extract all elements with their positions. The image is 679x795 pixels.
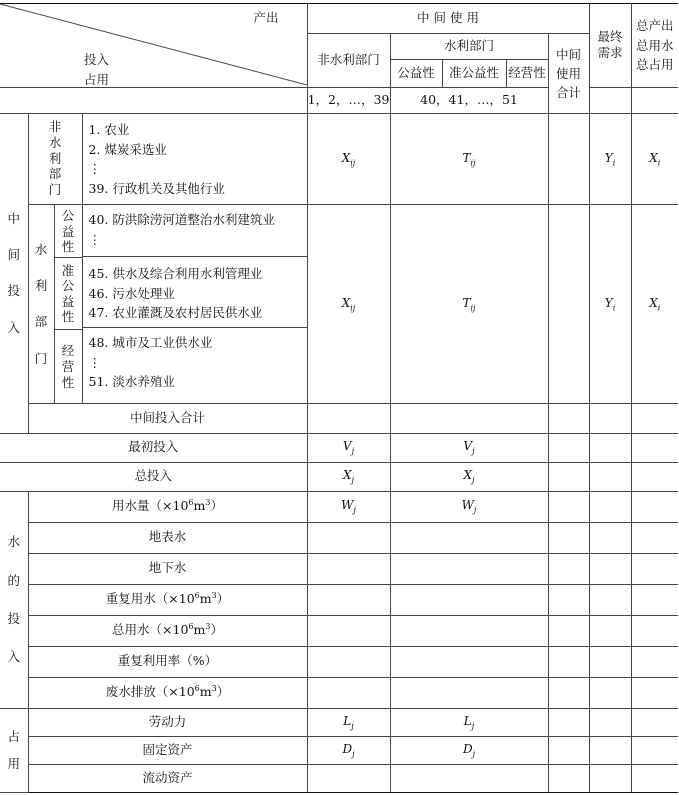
cell-empty	[631, 553, 678, 584]
cell-empty	[548, 615, 589, 646]
list-item: 2. 煤炭采选业	[88, 141, 167, 157]
cell-empty	[307, 522, 390, 553]
cell-empty	[631, 433, 678, 462]
header-corner-cell	[0, 4, 307, 88]
non-water-industry-list	[82, 114, 307, 205]
cell-empty	[307, 764, 390, 792]
water-industry-list	[82, 205, 307, 404]
cell-empty	[548, 553, 589, 584]
commercial-label: 经营性	[61, 343, 75, 390]
cell-wj-2: $W_j$	[390, 491, 548, 522]
cell-empty	[548, 677, 589, 708]
cell-empty	[631, 708, 678, 736]
list-item: 39. 行政机关及其他行业	[88, 180, 225, 196]
output-label: 产出	[253, 10, 279, 25]
water-sector-label: 水利部门	[28, 205, 54, 404]
cell-empty	[631, 646, 678, 677]
input-label: 投入	[84, 52, 110, 67]
list-item: 40. 防洪除涝河道整治水利建筑业	[88, 212, 275, 228]
cell-yi-2: $Y_i$	[589, 205, 631, 404]
list-item: 1. 农业	[88, 122, 130, 138]
current-assets-label: 流动资产	[28, 764, 307, 792]
cell-xi-1: $X_i$	[631, 114, 678, 205]
cell-empty	[390, 522, 548, 553]
cell-empty	[548, 404, 589, 433]
list-item: 48. 城市及工业供水业	[88, 335, 213, 351]
fixed-assets-label: 固定资产	[28, 736, 307, 764]
cell-wj-1: $W_j$	[307, 491, 390, 522]
quasi-public-header: 准公益性	[442, 60, 506, 88]
cell-empty	[589, 462, 631, 491]
cell-empty	[631, 677, 678, 708]
labor-label: 劳动力	[28, 708, 307, 736]
cell-empty	[631, 491, 678, 522]
cell-empty	[589, 615, 631, 646]
range-water: 40，41，…，51	[390, 88, 548, 114]
cell-empty	[548, 462, 589, 491]
cell-vj-2: $V_j$	[390, 433, 548, 462]
cell-lj-1: $L_j$	[307, 708, 390, 736]
final-demand-range-cell	[589, 88, 631, 114]
cell-tij-2: $T_{ij}$	[390, 205, 548, 404]
cell-xj-1: $X_j$	[307, 462, 390, 491]
list-item: ⋮	[88, 161, 101, 177]
public-industry-group	[83, 205, 307, 257]
cell-vj-1: $V_j$	[307, 433, 390, 462]
cell-empty	[548, 736, 589, 764]
cell-empty	[548, 646, 589, 677]
occupy-row-label: 占用	[0, 708, 28, 792]
final-demand-header: 最终需求	[589, 4, 631, 88]
cell-empty	[548, 522, 589, 553]
cell-empty	[631, 584, 678, 615]
list-item: ⋮	[88, 354, 101, 370]
cell-empty	[589, 404, 631, 433]
quasi-label: 准公益性	[55, 258, 82, 330]
cell-empty	[390, 764, 548, 792]
cell-empty	[631, 615, 678, 646]
cell-empty	[390, 677, 548, 708]
cell-empty	[631, 522, 678, 553]
cell-empty	[548, 433, 589, 462]
non-water-dept-header: 非水利部门	[307, 34, 390, 88]
list-item: 45. 供水及综合利用水利管理业	[88, 266, 263, 282]
cell-empty	[548, 708, 589, 736]
occupy-label: 占用	[84, 72, 110, 87]
cell-xj-2: $X_j$	[390, 462, 548, 491]
cell-empty	[589, 764, 631, 792]
groundwater-label: 地下水	[28, 553, 307, 584]
intermediate-use-header: 中 间 使 用	[307, 4, 589, 34]
cell-dj-2: $D_j$	[390, 736, 548, 764]
cell-empty	[589, 491, 631, 522]
non-water-sector-label: 非水利部门	[28, 114, 82, 205]
quasi-industry-group	[83, 257, 307, 328]
public-welfare-header: 公益性	[390, 60, 442, 88]
cell-empty	[307, 615, 390, 646]
commercial-industry-group	[83, 328, 307, 401]
cell-empty	[548, 584, 589, 615]
water-use-label: 用水量$(\times 10^6m^3)$	[28, 491, 307, 522]
input-output-table	[0, 3, 678, 793]
intermediate-total-header: 中间使用合计	[548, 34, 589, 114]
cell-empty	[589, 522, 631, 553]
reuse-rate-label: 重复利用率（%）	[28, 646, 307, 677]
cell-empty	[589, 708, 631, 736]
cell-empty	[548, 491, 589, 522]
cell-empty	[589, 646, 631, 677]
water-input-label: 水的投入	[0, 491, 28, 708]
cell-yi-1: $Y_i$	[589, 114, 631, 205]
cell-empty	[548, 764, 589, 792]
header-spacer	[0, 88, 307, 114]
cell-empty	[307, 584, 390, 615]
cell-empty	[589, 433, 631, 462]
cell-empty	[631, 736, 678, 764]
range-non-water: 1，2，…，39	[307, 88, 390, 114]
cell-xij-1: $X_{ij}$	[307, 114, 390, 205]
cell-empty	[390, 553, 548, 584]
cell-empty	[390, 404, 548, 433]
cell-empty	[390, 584, 548, 615]
cell-empty	[589, 736, 631, 764]
list-item: ⋮	[88, 231, 101, 247]
total-input-label: 总投入	[0, 462, 307, 491]
cell-empty	[631, 404, 678, 433]
cell-xi-2: $X_i$	[631, 205, 678, 404]
total-range-cell	[631, 88, 678, 114]
cell-lj-2: $L_j$	[390, 708, 548, 736]
cell-empty	[307, 553, 390, 584]
cell-empty	[589, 584, 631, 615]
cell-empty	[307, 677, 390, 708]
cell-empty	[589, 553, 631, 584]
total-output-header: 总产出总用水总占用	[631, 4, 678, 88]
list-item: 47. 农业灌溉及农村居民供水业	[88, 305, 263, 321]
cell-empty	[390, 646, 548, 677]
surface-water-label: 地表水	[28, 522, 307, 553]
public-label: 公益性	[55, 205, 82, 258]
initial-input-label: 最初投入	[0, 433, 307, 462]
cell-empty	[589, 677, 631, 708]
water-subcategory-labels	[54, 205, 82, 404]
total-water-label: 总用水$(\times 10^6m^3)$	[28, 615, 307, 646]
cell-xij-2: $X_{ij}$	[307, 205, 390, 404]
cell-empty	[631, 462, 678, 491]
wastewater-label: 废水排放$(\times 10^6m^3)$	[28, 677, 307, 708]
cell-empty	[307, 646, 390, 677]
reuse-water-label: 重复用水$(\times 10^6m^3)$	[28, 584, 307, 615]
cell-empty	[631, 764, 678, 792]
commercial-header: 经营性	[506, 60, 548, 88]
water-dept-header: 水利部门	[390, 34, 548, 60]
cell-empty	[307, 404, 390, 433]
cell-empty	[548, 205, 589, 404]
intermediate-input-label: 中间投入	[0, 114, 28, 433]
cell-empty	[390, 615, 548, 646]
cell-dj-1: $D_j$	[307, 736, 390, 764]
cell-empty	[548, 114, 589, 205]
list-item: 51. 淡水养殖业	[88, 374, 175, 390]
cell-tij-1: $T_{ij}$	[390, 114, 548, 205]
list-item: 46. 污水处理业	[88, 285, 175, 301]
intermediate-input-total-label: 中间投入合计	[28, 404, 307, 433]
